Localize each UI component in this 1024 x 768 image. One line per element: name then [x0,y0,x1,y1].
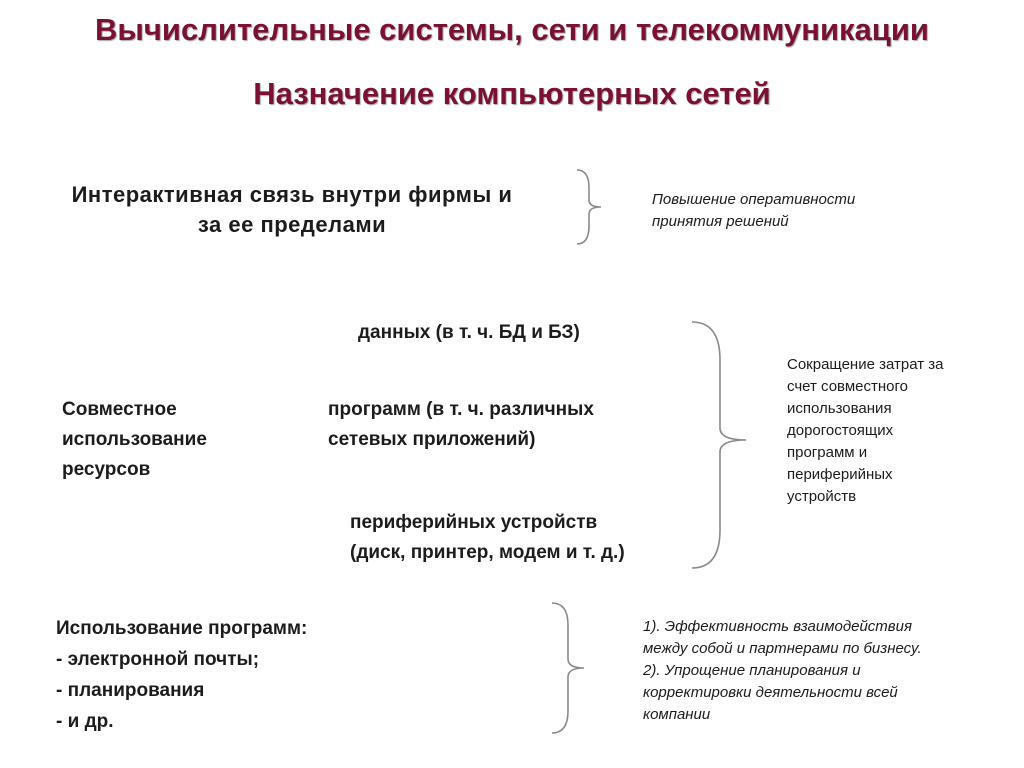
slide-subtitle: Назначение компьютерных сетей [253,76,771,111]
text-line: Сокращение затрат за [787,356,944,373]
text-line: между собой и партнерами по бизнесу. [643,640,922,657]
text-line: принятия решений [652,213,789,230]
slide-title: Вычислительные системы, сети и телекоммуникации [95,12,929,47]
text-line: использование [62,429,207,450]
text-line: Совместное [62,399,177,420]
text-line: Использование программ: [56,618,308,639]
text-line: компании [643,706,711,723]
text-line: данных (в т. ч. БД и БЗ) [358,322,580,343]
text-line: 2). Упрощение планирования и [643,662,861,679]
text-line: ресурсов [62,459,151,480]
benefits-text [643,616,922,726]
text-line: устройств [787,488,857,505]
devices-item-text [350,508,625,568]
brace-3 [550,601,590,737]
text-line: счет совместного [787,378,908,395]
text-line: дорогостоящих [787,422,894,439]
text-line: за ее пределами [197,212,387,237]
text-line: Интерактивная связь внутри фирмы и [71,182,513,207]
text-line: 1). Эффективность взаимодействия [643,618,912,635]
efficiency-text [652,189,855,233]
text-line: программ (в т. ч. различных [328,399,594,420]
text-line: (диск, принтер, модем и т. д.) [350,542,625,563]
brace-2 [690,320,750,570]
text-line: сетевых приложений) [328,429,536,450]
shared-resources-text [62,395,207,485]
text-line: периферийных устройств [350,512,598,533]
interactive-communication-text [42,180,542,240]
programs-item-text [328,395,594,455]
data-item-text [358,319,580,347]
text-line: - электронной почты; [56,649,260,670]
brace-1 [575,168,605,246]
text-line: - планирования [56,680,205,701]
text-line: - и др. [56,711,114,732]
cost-reduction-text [787,354,943,508]
text-line: программ и [787,444,868,461]
text-line: Повышение оперативности [652,191,856,208]
text-line: использования [787,400,892,417]
program-usage-text [56,613,307,737]
text-line: корректировки деятельности всей [643,684,898,701]
text-line: периферийных [787,466,893,483]
